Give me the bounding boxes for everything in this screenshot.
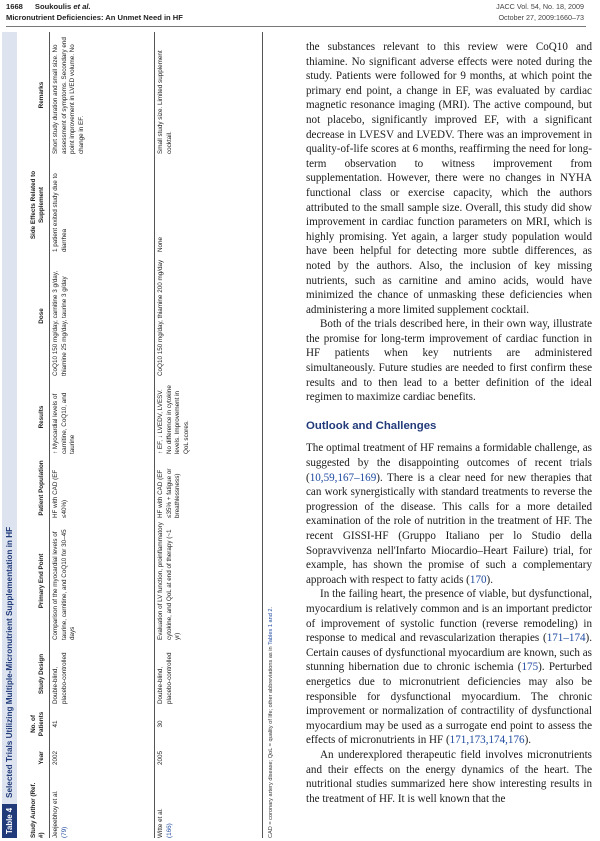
reference-link[interactable]: 10,59,167–169 [309, 471, 377, 484]
table-cell-population: HF with CAD (EF ≤35% + fatigue or breathlessness) [157, 468, 182, 518]
running-header-right [496, 2, 584, 23]
reference-link[interactable]: 175 [521, 661, 539, 674]
header-rule [6, 26, 586, 27]
col-header-patients: No. of Patients [29, 711, 46, 737]
section-heading: Outlook and Challenges [306, 419, 437, 432]
paragraph-underexplored-field: An underexplored therapeutic field involves micronutrients and their effects on the energy dynamics of the heart. The nutritional studies summarized here show interesting results in the treatment of HF. It is well known that the [306, 748, 592, 805]
col-header-population: Patient Population [38, 460, 46, 516]
footnote-table-link[interactable]: Tables 1 and 2 [268, 608, 274, 645]
text-run: ). Perturbed energetics due to micronutrient deficiencies may also be responsible for dysfunctional myocardium. The chronic improvement or normalization of contractility of dysfunctional myocardium may be used as a surrogate end point to assess the effects of micronutrients in HF ( [306, 661, 593, 747]
table-cell-year: 2005 [157, 751, 164, 766]
paragraph-trial-discussion: the substances relevant to this review were CoQ10 and thiamine. No significant adverse effects were noted during the study. Patients were followed for 9 months, at which point the primary end point, a change in EF, was evaluated by cardiac magnetic resonance imaging (MRI). The active compound, but not placebo, significantly improved EF, with a significant decrease in LVESV and LVEDV. There was an improvement in quality-of-life scores at 6 months, reaffirming the need for long-term observation to witness improvement from supplementation. However, there were no changes in NYHA functional class or exercise capacity, which the authors attributed to the small sample size. Overall, this study did show improvement in cardiac function parameters on MRI, which is highly promising. Yet again, a larger study population would have been helpful for detecting more subtle differences, as noted by the authors. Also, the inclusion of key missing nutrients, such as carnitine and amino acids, would have minimized the chance of unmasking these deficiencies when administering a more limited supplement cocktail. [306, 41, 592, 316]
issue-date-pages: October 27, 2009:1660–73 [498, 12, 584, 22]
cell-author-name: Witte et al. [157, 808, 164, 838]
table-cell-remarks: Short study duration and small size. No assessment of symptoms. Secondary end point improvement in LVED volume. No change in EF. [52, 37, 86, 154]
text-run: ). Certain causes of dysfunctional myocardium are known, such as stunning hibernation due to chronic ischemia ( [306, 632, 592, 674]
footnote-text: CAD = coronary artery disease; QoL = quality of life; other abbreviations as in [268, 644, 274, 838]
text-run: ). There is a clear need for new therapies that can work synergistically with standard treatments to reverse the progression of the disease. This calls for a more detailed examination of the role of nutrition in the treatment of HF. The recent GISSI-HF (Gruppo Italiano per lo Studio della Sopravvivenza nell'Infarto Miocardio–Heart Failure) trial, for example, has shown the promise of such a complementary approach with respect to fatty acids ( [306, 471, 592, 586]
table-row-rule [154, 32, 155, 838]
table-cell-year: 2002 [52, 751, 59, 766]
table-cell-patients: 30 [157, 720, 164, 728]
running-title: Micronutrient Deficiencies: An Unmet Need in HF [6, 12, 183, 22]
paragraph-outlook [306, 441, 592, 587]
table-cell-side-effects: None [157, 236, 164, 252]
table-caption: Selected Trials Utilizing Multiple-Micronutrient Supplementation in HF [5, 526, 14, 798]
table-cell-patients: 41 [52, 720, 59, 728]
table-cell-design: Double-blind, placebo-controlled [52, 652, 68, 704]
col-header-side-effects: Side Effects Related to Supplement [29, 170, 46, 240]
col-header-results: Results [38, 405, 46, 429]
col-header-end-point: Primary End Point [38, 553, 46, 609]
reference-link[interactable]: 170 [469, 573, 487, 586]
col-header-design: Study Design [38, 653, 46, 695]
table-cell-side-effects: 1 patient exited study due to diarrhea [52, 173, 68, 252]
table-footnote [267, 607, 275, 838]
body-column [306, 40, 592, 806]
col-header-dose: Dose [38, 308, 46, 324]
header-author-name: Soukoulis [34, 2, 72, 11]
table-cell-population: HF with CAD (EF ≤40%) [52, 469, 68, 518]
table-cell-remarks: Small study size. Limited supplement cocktail. [157, 50, 173, 154]
table-cell-design: Double-blind, placebo-controlled [157, 652, 173, 704]
table-tag: Table 4 [2, 804, 17, 838]
table-bottom-rule [262, 32, 263, 838]
journal-citation: JACC Vol. 54, No. 18, 2009 [496, 2, 584, 11]
paragraph-failing-heart [306, 587, 592, 748]
table-cell-dose: CoQ10 150 mg/day, thiamine 200 mg/day [157, 259, 164, 376]
table-cell-dose: CoQ10 150 mg/day, carnitine 3 g/day, thiamine 25 mg/day, taurine 3 g/day [52, 270, 68, 376]
text-run: ). [486, 573, 493, 586]
footnote-end: . [268, 606, 274, 609]
table-cell-author [52, 776, 69, 838]
running-header-left [6, 2, 183, 23]
reference-link[interactable]: 171–174 [546, 632, 586, 645]
header-author-suffix: et al. [73, 2, 91, 11]
cell-author-ref: (166) [165, 823, 173, 838]
page-number: 1668 [6, 2, 23, 11]
reference-link[interactable]: 171,173,174,176 [449, 734, 525, 747]
text-run: ). [524, 734, 532, 747]
col-header-remarks: Remarks [38, 81, 46, 109]
table-cell-end-point: Evaluation of LV function, proinflammatory cytokine, and QoL at end of therapy (~1 yr) [157, 522, 182, 640]
col-header-study-author: Study Author (Ref. #) [29, 782, 46, 838]
text-run: In the failing heart, the presence of viable, but dysfunctional, myocardium is relatively common and is an important predictor of improvement of systolic function (reverse remodeling) in response to medical and revascularization therapies ( [306, 588, 592, 645]
paragraph-trials-summary: Both of the trials described here, in their own way, illustrate the promise for long-term improvement of cardiac function in HF patients when key nutrients are administered simultaneously. Future studies are needed to first confirm these results and to then lead to a better definition of the ideal regimen to maximize cardiac benefits. [306, 318, 592, 404]
table-cell-author [157, 776, 174, 838]
table-cell-end-point: Comparison of the myocardial levels of taurine, carnitine, and CoQ10 for 30–45 days [52, 529, 77, 640]
table-cell-results: ↑ EF, ↓ LVEDV, LVESV. No difference in cytokine levels. Improvement in QoL scores. [157, 385, 191, 454]
header-authors [35, 2, 91, 11]
text-run: The optimal treatment of HF remains a formidable challenge, as suggested by the disappointing outcomes of recent trials ( [306, 442, 592, 484]
table-cell-results: ↑ Myocardial levels of carnitine, CoQ10, and taurine [52, 392, 77, 454]
col-header-year: Year [38, 751, 46, 765]
table-4 [2, 32, 282, 838]
cell-author-ref: (79) [60, 826, 68, 838]
cell-author-name: Jeejeebhoy et al. [52, 790, 59, 838]
table-header-rule [49, 32, 50, 838]
